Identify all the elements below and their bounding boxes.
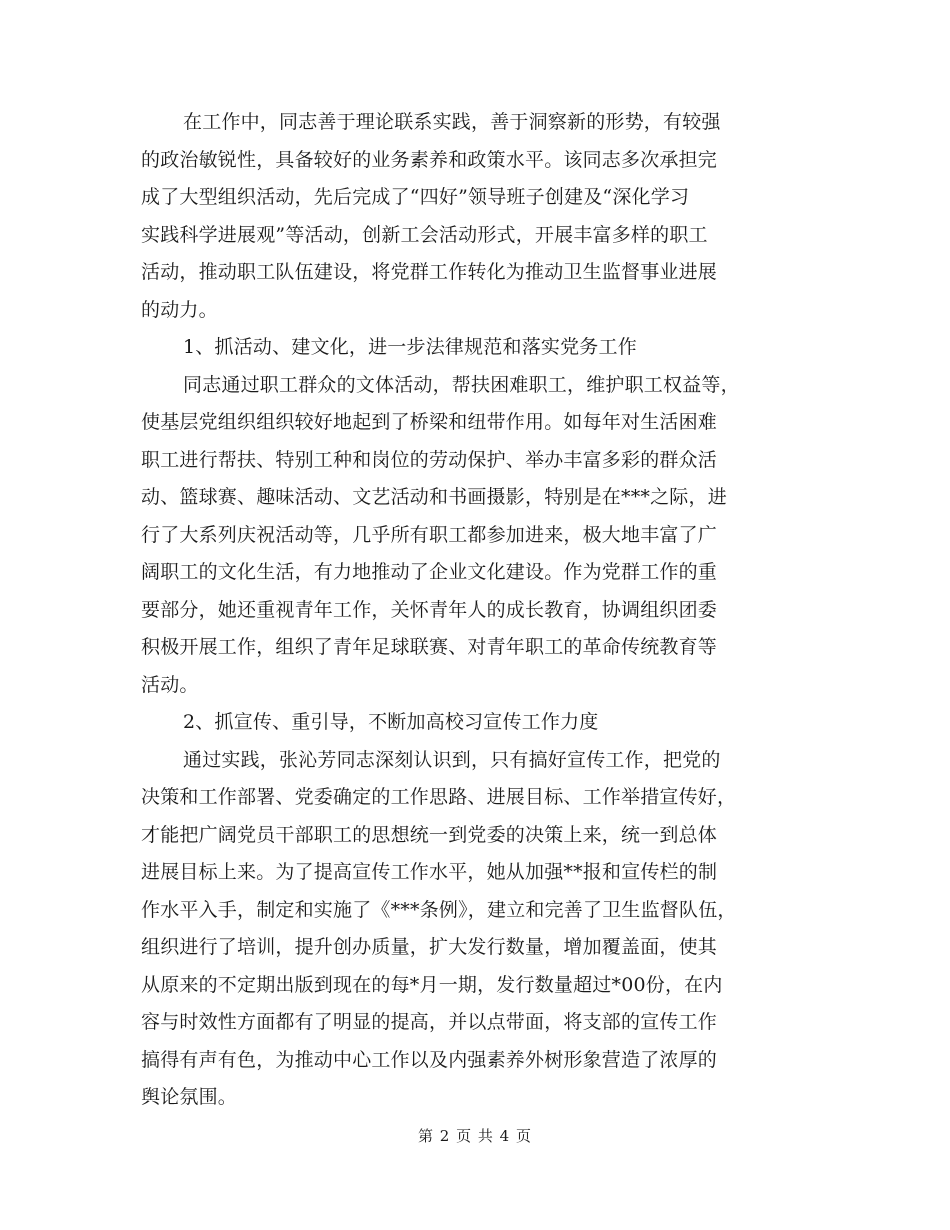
paragraph-line: 同志通过职工群众的文体活动，帮扶困难职工，维护职工权益等，: [183, 373, 740, 396]
paragraph-line: 才能把广阔党员干部职工的思想统一到党委的决策上来，统一到总体: [141, 823, 718, 846]
paragraph-line: 作水平入手，制定和实施了《***条例》，建立和完善了卫生监督队伍，: [141, 898, 737, 921]
paragraph-line: 使基层党组织组织较好地起到了桥梁和纽带作用。如每年对生活困难: [141, 411, 718, 433]
paragraph-line: 实践科学进展观”等活动，创新工会活动形式，开展丰富多样的职工: [141, 223, 708, 246]
paragraph-line: 组织进行了培训，提升创办质量，扩大发行数量，增加覆盖面，使其: [141, 936, 718, 958]
paragraph-line: 从原来的不定期出版到现在的每*月一期，发行数量超过*00份，在内: [141, 973, 723, 996]
paragraph-line: 进展目标上来。为了提高宣传工作水平，她从加强**报和宣传栏的制: [141, 861, 718, 883]
paragraph-line: 行了大系列庆祝活动等，几乎所有职工都参加进来，极大地丰富了广: [141, 523, 718, 546]
section-heading: 1、抓活动、建文化，进一步法律规范和落实党务工作: [183, 336, 637, 358]
paragraph-line: 的动力。: [141, 298, 218, 321]
paragraph-line: 动、篮球赛、趣味活动、文艺活动和书画摄影，特别是在***之际，进: [141, 486, 727, 508]
paragraph-line: 活动。: [141, 673, 199, 696]
page-number-footer: 第 2 页 共 4 页: [418, 1127, 532, 1145]
paragraph-line: 活动，推动职工队伍建设，将党群工作转化为推动卫生监督事业进展: [141, 261, 718, 283]
document-body: [141, 104, 801, 1117]
paragraph-line: 搞得有声有色，为推动中心工作以及内强素养外树形象营造了浓厚的: [141, 1048, 718, 1071]
paragraph-line: 决策和工作部署、党委确定的工作思路、进展目标、工作举措宣传好，: [141, 786, 737, 808]
paragraph-line: 在工作中，同志善于理论联系实践，善于洞察新的形势，有较强: [183, 111, 721, 133]
paragraph-line: 积极开展工作，组织了青年足球联赛、对青年职工的革命传统教育等: [141, 636, 718, 658]
paragraph-line: 容与时效性方面都有了明显的提高，并以点带面，将支部的宣传工作: [141, 1011, 718, 1033]
section-heading: 2、抓宣传、重引导，不断加高校习宣传工作力度: [183, 711, 599, 733]
paragraph-line: 的政治敏锐性，具备较好的业务素养和政策水平。该同志多次承担完: [141, 148, 718, 171]
paragraph-line: 职工进行帮扶、特别工种和岗位的劳动保护、举办丰富多彩的群众活: [141, 448, 718, 471]
paragraph-line: 要部分，她还重视青年工作，关怀青年人的成长教育，协调组织团委: [141, 598, 718, 621]
paragraph-line: 成了大型组织活动，先后完成了“四好”领导班子创建及“深化学习: [141, 186, 690, 208]
paragraph-line: 舆论氛围。: [141, 1086, 238, 1108]
paragraph-line: 通过实践，张沁芳同志深刻认识到，只有搞好宣传工作，把党的: [183, 748, 721, 771]
paragraph-line: 阔职工的文化生活，有力地推动了企业文化建设。作为党群工作的重: [141, 561, 718, 583]
